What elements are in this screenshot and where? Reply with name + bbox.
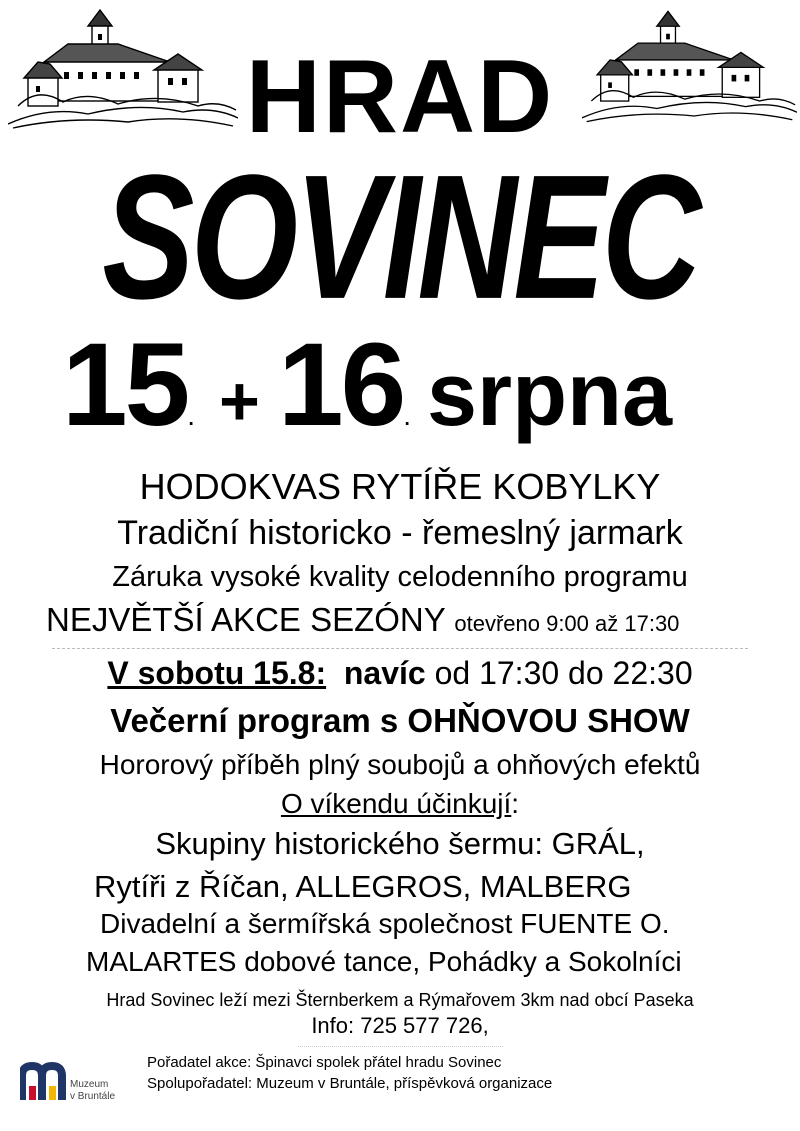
opening-hours: otevřeno 9:00 až 17:30 xyxy=(454,611,680,636)
line-malartes: MALARTES dobové tance, Pohádky a Sokolníci xyxy=(86,946,682,977)
heading-sovinec: SOVINEC xyxy=(102,137,698,336)
line-hodokvas: HODOKVAS RYTÍŘE KOBYLKY xyxy=(139,466,661,507)
line-nejvetsi xyxy=(46,601,766,639)
line-rytiri: Rytíři z Říčan, ALLEGROS, MALBERG xyxy=(94,869,632,904)
line-info: Info: 725 577 726, xyxy=(311,1013,489,1038)
date-dot2: . xyxy=(403,400,411,431)
logo-line2: v Bruntále xyxy=(70,1091,116,1102)
vikend-label: O víkendu účinkují xyxy=(280,788,512,819)
date-month: srpna xyxy=(426,345,673,445)
line-hororovy: Hororový příběh plný soubojů a ohňových efektů xyxy=(99,749,701,780)
line-skupiny: Skupiny historického šermu: GRÁL, xyxy=(155,826,645,861)
co-organizer: Spolupořadatel: Muzeum v Bruntále, příspěvková organizace xyxy=(147,1075,553,1092)
line-zaruka: Záruka vysoké kvality celodenního programu xyxy=(112,561,688,593)
museum-logo-icon xyxy=(20,1062,66,1102)
date-plus: + xyxy=(219,362,260,440)
logo-line1: Muzeum xyxy=(70,1079,109,1090)
line-vecerni: Večerní program s OHŇOVOU SHOW xyxy=(110,702,690,739)
heading-hrad: HRAD xyxy=(245,39,555,155)
event-dates xyxy=(62,319,673,451)
date-day1: 15 xyxy=(62,319,188,451)
sobota-date: V sobotu 15.8: xyxy=(107,655,327,691)
line-vikend xyxy=(0,788,800,820)
nejvetsi-text: NEJVĚTŠÍ AKCE SEZÓNY xyxy=(46,601,446,638)
line-sobota xyxy=(0,655,800,692)
organizer: Pořadatel akce: Špinavci spolek přátel hradu Sovinec xyxy=(147,1054,502,1071)
date-dot1: . xyxy=(187,400,196,431)
date-day2: 16 xyxy=(277,319,404,451)
navic-time: od 17:30 do 22:30 xyxy=(434,655,693,691)
line-jarmark: Tradiční historicko - řemeslný jarmark xyxy=(117,514,683,552)
divider xyxy=(52,648,748,649)
line-location: Hrad Sovinec leží mezi Šternberkem a Rýmařovem 3km nad obcí Paseka xyxy=(106,990,694,1010)
navic-label: navíc xyxy=(343,655,426,691)
footer-divider xyxy=(298,1046,503,1047)
line-divadelni: Divadelní a šermířská společnost FUENTE O. xyxy=(100,908,670,939)
museum-logo-text xyxy=(70,1079,115,1103)
vikend-colon: : xyxy=(511,788,520,819)
